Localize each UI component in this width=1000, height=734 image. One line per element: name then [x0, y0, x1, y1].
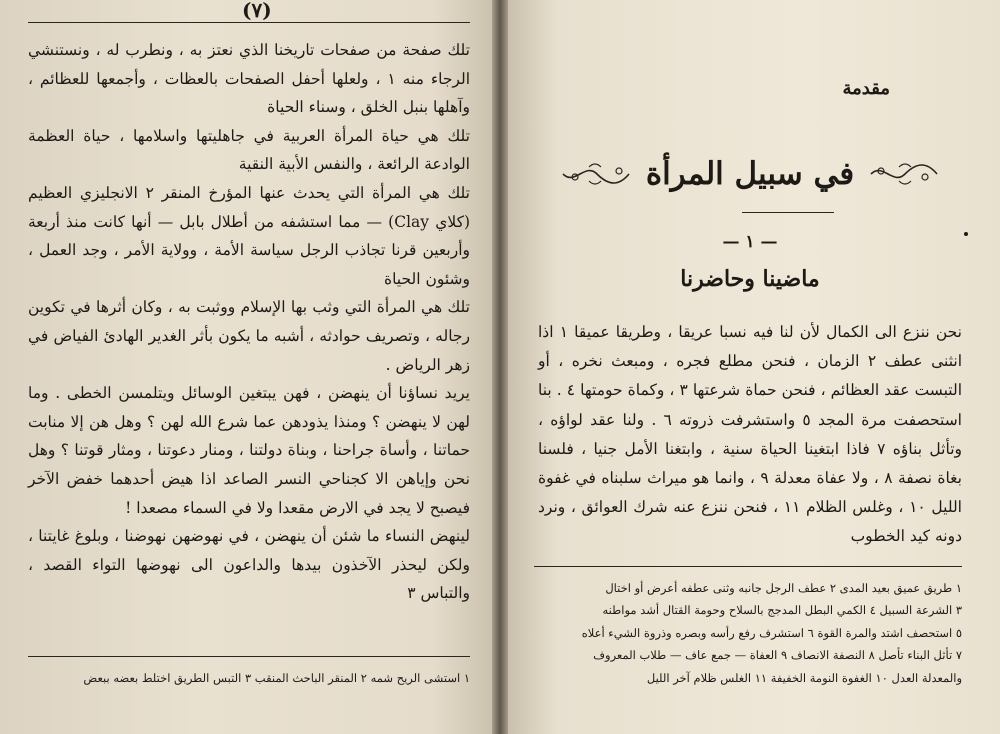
- page-header-rule: [28, 0, 470, 23]
- footnote-line: والمعدلة العدل ١٠ الغفوة النومة الخفيفة ١١ الغلس ظلام آخر الليل: [646, 670, 962, 685]
- right-page: [508, 0, 1000, 734]
- section-number: — ١ —: [722, 232, 778, 252]
- footnote-line: ٥ استحصف اشتد والمرة القوة ٦ استشرف رفع رأسه وبصره وذروة الشيء أعلاه: [581, 625, 962, 640]
- left-page-body: [28, 36, 470, 608]
- book-gutter: [492, 0, 508, 734]
- paragraph: تلك هي المرأة التي يحدث عنها المؤرخ المنقر ٢ الانجليزي العظيم (كلاي Clay) — مما استشفه من أطلال بابل — أنها كانت منذ أربعة وأربعين قرنا تجاذب الرجل سياسة الأمة ، وولاية الأمر ، وجد العمل ، وشئون الحياة: [28, 183, 471, 288]
- ink-dot: [964, 232, 968, 236]
- page-title: في سبيل المرأة: [645, 156, 855, 192]
- paragraph: تلك هي حياة المرأة العربية في جاهليتها واسلامها ، حياة العظمة الوادعة الرائعة ، والنفس الأبية النقية: [28, 126, 470, 174]
- paragraph: تلك هي المرأة التي وثب بها الإسلام ووثبت به ، وكان أثرها في تكوين رجاله ، وتصريف حوادثه ، أشبه ما يكون بأثر الغدير الهادئ الفياض في زهر الرياض .: [28, 298, 470, 374]
- flourish-ornament-icon: [561, 159, 631, 189]
- right-page-body: نحن ننزع الى الكمال لأن لنا فيه نسبا عريقا ، وطريقا عميقا ١ اذا انثنى عطف ٢ الزمان ، فنحن مطلع فجره ، ومبعث نخره ، أو التبست عقد العظائم ، فنحن حماة شرعتها ٣ ، وكماة حومتها ٤ . بنا استحصفت مرة المجد ٥ واستشرفت ذروته ٦ . ولنا عقد لواؤه ، وتأثل بناؤه ٧ فاذا ابتغينا الحياة سنية ، وابتغنا الأمل جنيا ، فلسنا بغاة نصفة ٨ ، ولا عفاة معدلة ٩ ، وانما هو ميراث سلبناه في غفوة الليل ١٠ ، وغلس الظلام ١١ ، فنحن ننزع عنه شرك العوائق ، ونرد دونه كيد الخطوب: [538, 323, 962, 546]
- footnotes: [534, 566, 962, 689]
- paragraph: لينهض النساء ما شئن أن ينهضن ، في نهوضهن نهوضنا ، وبلوغ غايتنا ، ولكن ليحذر الآخذون بيدها والداعون الى نهوضها التواء القصد ، والتباس ٣: [28, 527, 470, 603]
- footnote-line: ١ استشى الريح شمه ٢ المنقر الباحث المنقب ٣ التبس الطريق اختلط بعضه ببعض: [83, 671, 470, 685]
- footnotes: [28, 656, 470, 685]
- paragraph: يريد نساؤنا أن ينهضن ، فهن يبتغين الوسائل ويتلمسن الخطى . وما لهن لا ينهضن ؟ ومنذا يذودهن عما شرع الله لهن ؟ وهل هن إلا منابت حماتنا ، وأساة جراحنا ، وبناة دولتنا ، ومنار دعوتنا ، ومثار قوتنا ؟ وهل نحن وإياهن الا كجناحي النسر الصاعد اذا هيض أحدهما خفض الآخر فيصبح لا يجد في الارض مقعدا ولا في السماء مصعدا !: [28, 384, 470, 517]
- section-title: ماضينا وحاضرنا: [680, 266, 820, 292]
- title-block: [538, 156, 962, 192]
- footnote-line: ١ طريق عميق بعيد المدى ٢ عطف الرجل جانبه وثنى عطفه أعرض أو اختال: [605, 581, 962, 595]
- title-divider: [742, 212, 834, 213]
- introduction-label: مقدمة: [842, 78, 890, 99]
- left-page: [0, 0, 492, 734]
- footnote-line: ٧ تأثل البناء تأصل ٨ النصفة الانصاف ٩ العفاة — جمع عاف — طلاب المعروف: [593, 648, 962, 663]
- page-number: (٧): [242, 0, 272, 22]
- footnote-line: ٣ الشرعة السبيل ٤ الكمي البطل المدجج بالسلاح وحومة القتال أشد مواطنه: [602, 603, 962, 618]
- paragraph: تلك صفحة من صفحات تاريخنا الذي نعتز به ، ونطرب له ، ونستنشي الرجاء منه ١ ، ولعلها أحفل الصفحات بالعظات ، وأجمعها للعظائم ، وآهلها بنبل الخلق ، وسناء الحياة: [28, 41, 470, 117]
- flourish-ornament-icon: [869, 159, 939, 189]
